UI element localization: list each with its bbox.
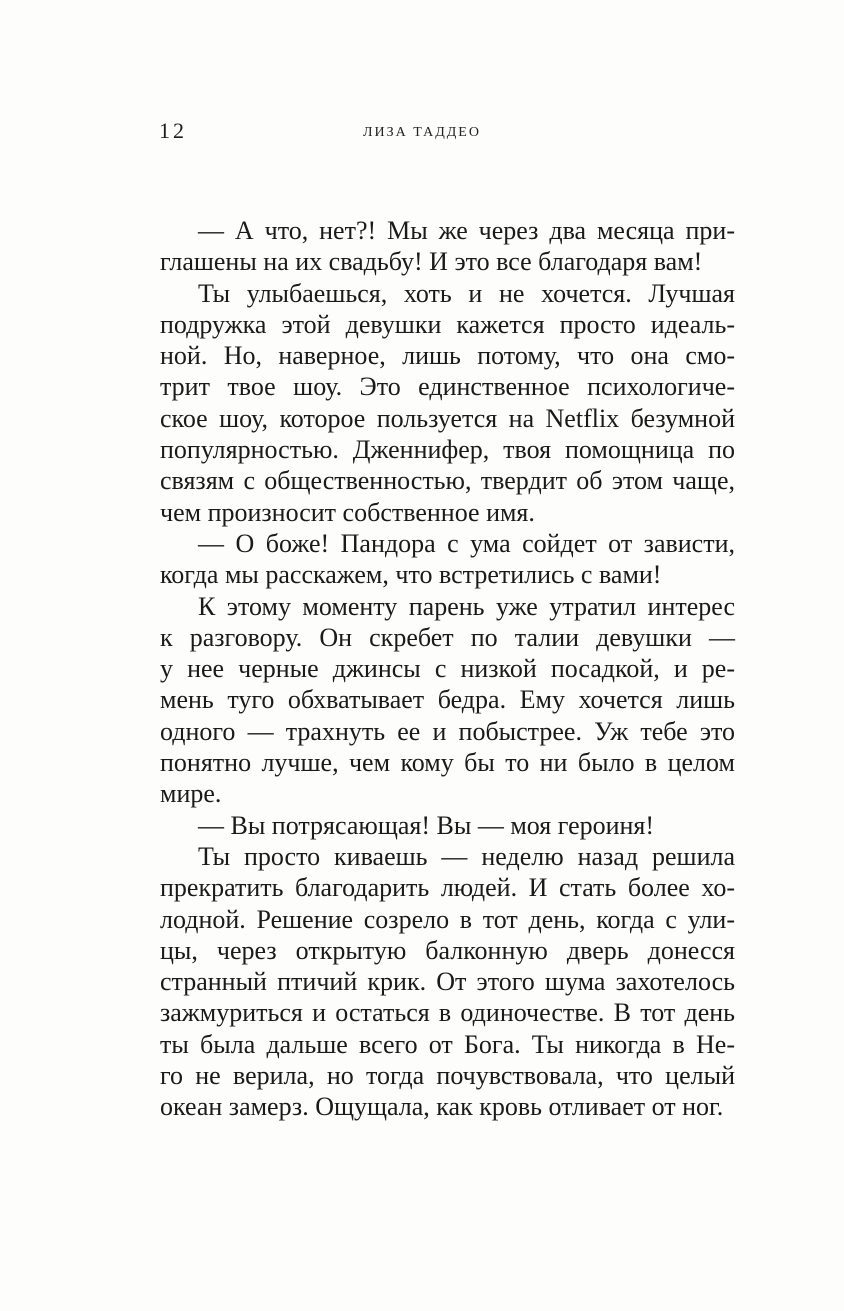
- text-line: прекратить благодарить людей. И стать более хо-: [160, 873, 735, 903]
- text-line: когда мы расскажем, что встретились с вами!: [160, 560, 662, 590]
- paragraph: [160, 215, 735, 278]
- page-header: [0, 116, 844, 146]
- text-line: цы, через открытую балконную дверь донесся: [160, 935, 735, 965]
- text-line: лодной. Решение созрело в тот день, когда с ули-: [160, 904, 735, 934]
- text-line: трит твое шоу. Это единственное психологиче-: [160, 372, 735, 402]
- text-line: — О боже! Пандора с ума сойдет от зависти,: [198, 528, 735, 558]
- text-line: океан замерз. Ощущала, как кровь отливает от ног.: [160, 1092, 724, 1122]
- text-line: ной. Но, наверное, лишь потому, что она смо-: [160, 341, 735, 371]
- text-line: Ты улыбаешься, хоть и не хочется. Лучшая: [198, 278, 735, 308]
- page-number: 12: [159, 118, 187, 143]
- text-line: связям с общественностью, твердит об этом чаще,: [160, 466, 735, 496]
- text-line: К этому моменту парень уже утратил интерес: [198, 591, 735, 621]
- text-line: подружка этой девушки кажется просто идеаль-: [160, 309, 735, 339]
- text-line: — А что, нет?! Мы же через два месяца при-: [198, 216, 735, 245]
- paragraph: [160, 810, 735, 841]
- text-line: ты была дальше всего от Бога. Ты никогда в Не-: [160, 1029, 735, 1059]
- text-line: понятно лучше, чем кому бы то ни было в целом: [160, 748, 735, 778]
- text-line: Ты просто киваешь — неделю назад решила: [198, 841, 735, 871]
- paragraph: [160, 841, 735, 1123]
- text-line: — Вы потрясающая! Вы — моя героиня!: [198, 810, 655, 840]
- body-text-block: [160, 215, 735, 1123]
- paragraph: [160, 278, 735, 528]
- text-line: ское шоу, которое пользуется на Netflix безумной: [160, 403, 735, 433]
- text-line: глашены на их свадьбу! И это все благодаря вам!: [160, 247, 703, 277]
- text-line: у нее черные джинсы с низкой посадкой, и ре-: [160, 654, 735, 684]
- text-line: мень туго обхватывает бедра. Ему хочется лишь: [160, 685, 735, 715]
- text-line: популярностью. Дженнифер, твоя помощница по: [160, 435, 735, 465]
- text-line: одного — трахнуть ее и побыстрее. Уж тебе это: [160, 716, 735, 746]
- text-line: к разговору. Он скребет по талии девушки —: [160, 622, 735, 652]
- paragraph: [160, 528, 735, 591]
- text-line: мире.: [160, 779, 222, 809]
- running-title: ЛИЗА ТАДДЕО: [363, 125, 481, 140]
- text-line: зажмуриться и остаться в одиночестве. В тот день: [160, 998, 735, 1028]
- text-line: го не верила, но тогда почувствовала, что целый: [160, 1061, 735, 1091]
- text-line: странный птичий крик. От этого шума захотелось: [160, 967, 735, 997]
- paragraph: [160, 591, 735, 810]
- text-line: чем произносит собственное имя.: [160, 497, 535, 527]
